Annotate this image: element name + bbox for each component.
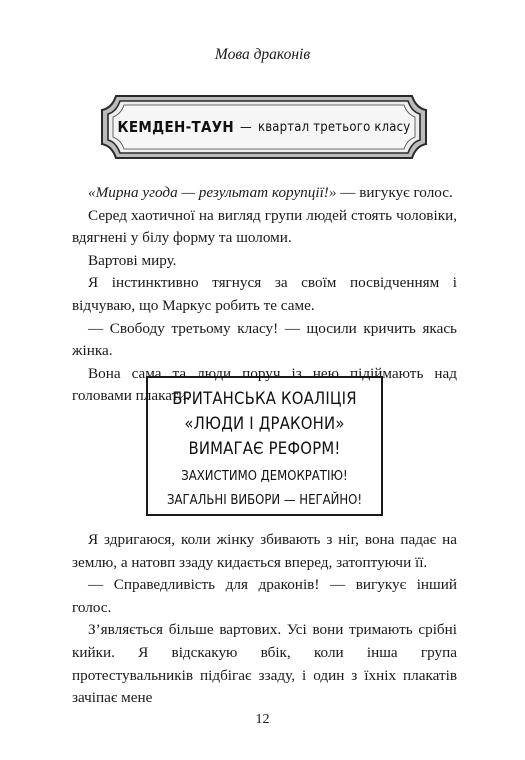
paragraph: Я здригаюся, коли жінку збивають з ніг, вона падає на землю, а натовп ззаду кидається вперед, затоптуючи її. [72, 531, 457, 571]
paragraph: Я інстинктивно тягнуся за своїм посвідченням і відчуваю, що Маркус робить те саме. [72, 274, 457, 314]
banner-title: КЕМДЕН-ТАУН [117, 118, 235, 136]
placard-line: ЗАХИСТИМО ДЕМОКРАТІЮ! [181, 469, 348, 484]
banner-dash: — [240, 119, 252, 135]
paragraph: — Справедливість для драконів! — вигукує інший голос. [72, 576, 457, 616]
placard-line: БРИТАНСЬКА КОАЛІЦІЯ [172, 389, 357, 408]
chapter-banner [98, 92, 430, 162]
paragraph: З’являється більше вартових. Усі вони тримають срібні кийки. Я відскакую вбік, коли інша група протестувальників підбігає ззаду, і один з їхніх плакатів зачіпає мене [72, 621, 457, 707]
paragraph: «Мирна угода — результат корупції!» — вигукує голос. [88, 184, 453, 201]
placard-line: «ЛЮДИ І ДРАКОНИ» [184, 414, 345, 433]
paragraph: — Свободу третьому класу! — щосили кричить якась жінка. [72, 319, 457, 360]
page-number: 12 [255, 712, 270, 727]
paragraph: Вартові миру. [88, 251, 177, 269]
running-head: Мова драконів [214, 46, 311, 63]
protest-placard [146, 376, 383, 516]
paragraph: Вона сама та люди поруч із нею підіймають над головами плакати. [72, 364, 457, 405]
placard-line: ВИМАГАЄ РЕФОРМ! [188, 439, 341, 458]
paragraph: Серед хаотичної на вигляд групи людей стоять чоловіки, вдягнені у білу форму та шоломи. [72, 206, 457, 247]
banner-subtitle: квартал третього класу [257, 119, 411, 135]
body-text-lower [72, 529, 457, 710]
quoted-slogan: «Мирна угода — результат корупції!» [88, 184, 337, 201]
placard-line: ЗАГАЛЬНІ ВИБОРИ — НЕГАЙНО! [166, 493, 363, 508]
body-text-upper [72, 182, 457, 408]
